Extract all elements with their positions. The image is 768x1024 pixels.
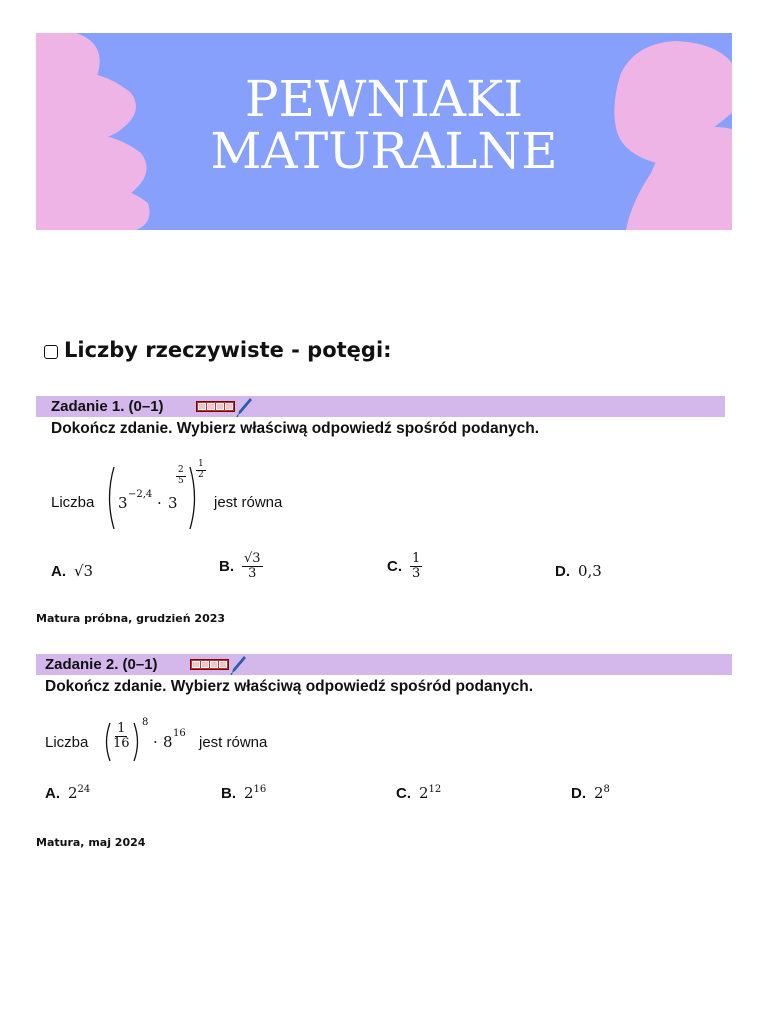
option-letter: D. bbox=[571, 784, 586, 802]
option-base: 2 bbox=[244, 784, 254, 802]
task-2-option-b[interactable] bbox=[221, 784, 266, 802]
expr2-exp2: 16 bbox=[173, 728, 186, 739]
expr2-frac-den: 16 bbox=[113, 736, 130, 752]
option-num: 1 bbox=[412, 551, 421, 566]
option-fraction bbox=[242, 552, 263, 582]
expr1-outer-den: 2 bbox=[198, 469, 204, 480]
task-1-header bbox=[36, 396, 725, 417]
option-exp: 8 bbox=[603, 784, 610, 795]
pen-icon bbox=[236, 397, 252, 417]
task-1-prompt-suffix: jest równa bbox=[214, 494, 283, 511]
expr1-outer-num: 1 bbox=[198, 459, 204, 469]
option-letter: D. bbox=[555, 562, 570, 580]
expr2-base2: 8 bbox=[163, 733, 173, 751]
option-letter: A. bbox=[51, 562, 66, 580]
expr1-exp2-den: 5 bbox=[178, 475, 184, 486]
stamp-icon bbox=[190, 655, 246, 675]
option-letter: C. bbox=[387, 558, 402, 576]
expr1-base1: 3 bbox=[118, 494, 128, 512]
expr2-frac-num: 1 bbox=[117, 721, 126, 736]
task-2-option-c[interactable] bbox=[396, 784, 441, 802]
task-1-instruction: Dokończ zdanie. Wybierz właściwą odpowiedź spośród podanych. bbox=[51, 420, 540, 437]
checkbox-icon[interactable] bbox=[44, 345, 58, 359]
option-den: 3 bbox=[412, 566, 421, 582]
task-2-option-a[interactable] bbox=[45, 784, 90, 802]
left-paren bbox=[104, 466, 116, 530]
option-exp: 12 bbox=[428, 784, 442, 795]
expr2-fraction bbox=[111, 722, 132, 752]
task-1-title: Zadanie 1. (0–1) bbox=[51, 398, 164, 415]
task-1-option-c[interactable] bbox=[387, 552, 422, 582]
task-2-header bbox=[36, 654, 732, 675]
task-2-expression bbox=[102, 716, 198, 764]
option-base: 2 bbox=[68, 784, 78, 802]
task-2-prompt-prefix: Liczba bbox=[45, 734, 89, 751]
banner-title-line2: MATURALNE bbox=[210, 122, 558, 180]
expr1-outer-fraction bbox=[196, 460, 206, 481]
task-1-source: Matura próbna, grudzień 2023 bbox=[36, 612, 226, 625]
task-2-instruction: Dokończ zdanie. Wybierz właściwą odpowiedź spośród podanych. bbox=[45, 678, 534, 695]
option-value: √3 bbox=[74, 562, 94, 580]
header-banner bbox=[36, 33, 732, 230]
task-2-source: Matura, maj 2024 bbox=[36, 836, 146, 849]
section-heading-text: Liczby rzeczywiste - potęgi: bbox=[64, 338, 392, 362]
banner-title bbox=[36, 70, 732, 180]
section-heading bbox=[44, 338, 392, 362]
option-value: 0,3 bbox=[578, 562, 602, 580]
stamp-icon bbox=[196, 397, 252, 417]
expr1-exp2-num: 2 bbox=[178, 465, 184, 475]
expr1-exp2-fraction bbox=[176, 466, 186, 487]
option-letter: B. bbox=[221, 784, 236, 802]
option-letter: A. bbox=[45, 784, 60, 802]
task-1-expression bbox=[104, 459, 214, 532]
expr2-exp1: 8 bbox=[142, 717, 149, 728]
option-exp: 16 bbox=[253, 784, 267, 795]
option-num: √3 bbox=[244, 551, 261, 566]
banner-title-line1: PEWNIAKI bbox=[244, 70, 524, 128]
task-2-option-d[interactable] bbox=[571, 784, 610, 802]
right-paren bbox=[132, 722, 142, 762]
option-den: 3 bbox=[248, 566, 257, 582]
expr1-exp1: −2,4 bbox=[128, 489, 153, 500]
task-1-option-d[interactable] bbox=[555, 562, 602, 580]
task-1-option-a[interactable] bbox=[51, 562, 93, 580]
expr1-base2: 3 bbox=[168, 494, 178, 512]
option-base: 2 bbox=[594, 784, 604, 802]
task-1-option-b[interactable] bbox=[219, 552, 263, 582]
option-letter: C. bbox=[396, 784, 411, 802]
expr2-dot: · bbox=[153, 733, 158, 751]
task-2-prompt-suffix: jest równa bbox=[199, 734, 268, 751]
option-base: 2 bbox=[419, 784, 429, 802]
expr1-dot: · bbox=[157, 494, 162, 512]
option-letter: B. bbox=[219, 558, 234, 576]
option-fraction bbox=[410, 552, 422, 582]
option-exp: 24 bbox=[77, 784, 91, 795]
task-1-prompt-prefix: Liczba bbox=[51, 494, 95, 511]
pen-icon bbox=[230, 655, 246, 675]
task-2-title: Zadanie 2. (0–1) bbox=[45, 656, 158, 673]
